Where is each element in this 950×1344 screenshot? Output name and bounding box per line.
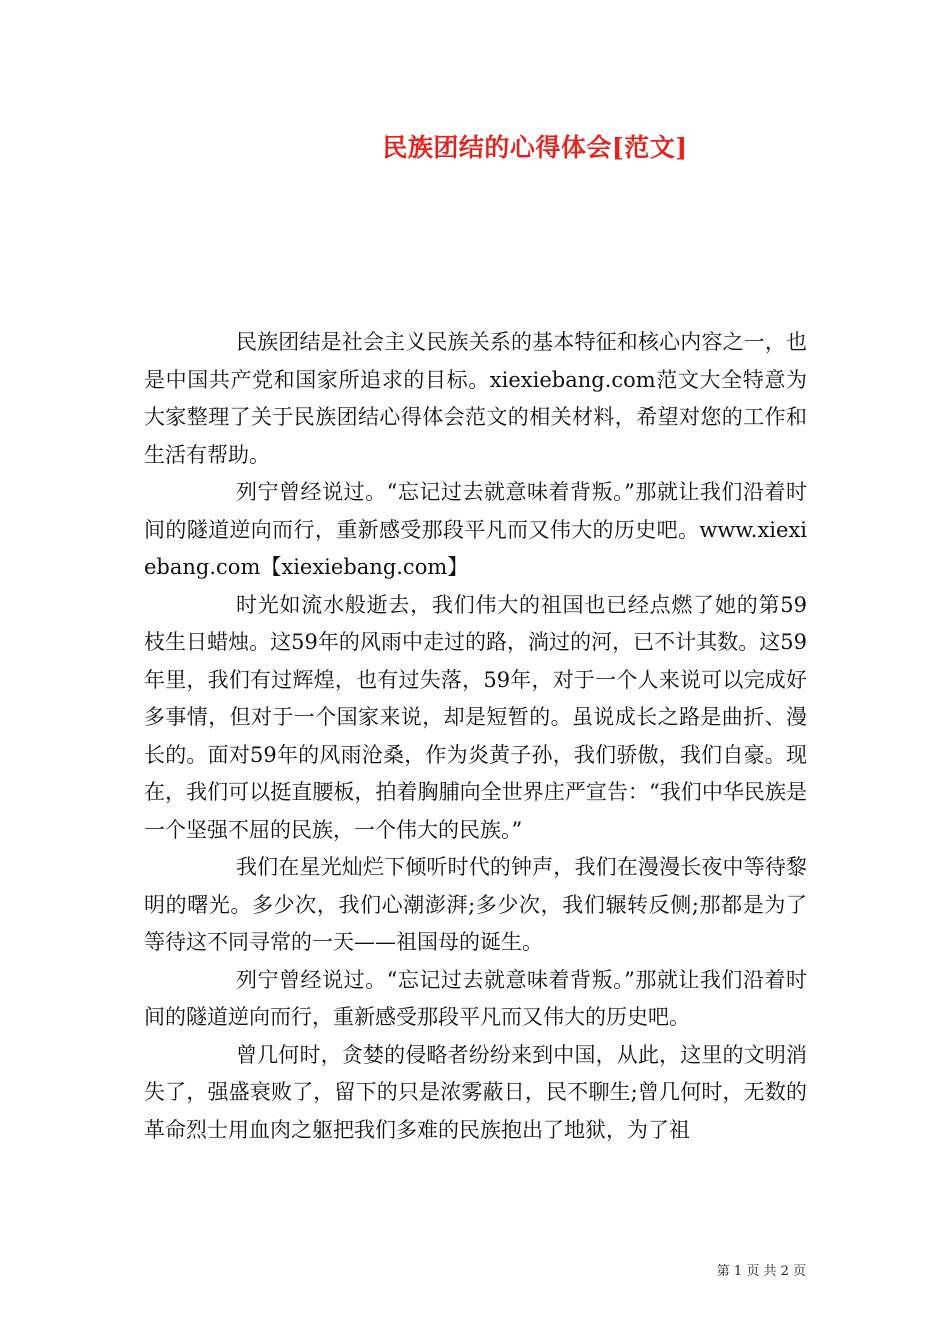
paragraph: 列宁曾经说过。“忘记过去就意味着背叛。”那就让我们沿着时间的隧道逆向而行，重新感受那段平凡而又伟大的历史吧。www.xiexiebang.com【xiexiebang.com】 bbox=[144, 480, 807, 579]
paragraph: 曾几何时，贪婪的侵略者纷纷来到中国，从此，这里的文明消失了，强盛衰败了，留下的只是浓雾蔽日，民不聊生;曾几何时，无数的革命烈士用血肉之躯把我们多难的民族抱出了地狱，为了祖 bbox=[144, 1042, 807, 1142]
paragraph: 我们在星光灿烂下倾听时代的钟声，我们在漫漫长夜中等待黎明的曙光。多少次，我们心潮澎湃;多少次，我们辗转反侧;那都是为了等待这不同寻常的一天——祖国母的诞生。 bbox=[144, 855, 807, 954]
document-title: 民族团结的心得体会[范文] bbox=[382, 133, 688, 162]
paragraph: 时光如流水般逝去，我们伟大的祖国也已经点燃了她的第59枝生日蜡烛。这59年的风雨中走过的路，淌过的河，已不计其数。这59年里，我们有过辉煌，也有过失落，59年，对于一个人来说可以完成好多事情，但对于一个国家来说，却是短暂的。虽说成长之路是曲折、漫长的。面对59年的风雨沧桑，作为炎黄子孙，我们骄傲，我们自豪。现在，我们可以挺直腰板，拍着胸脯向全世界庄严宣告：“我们中华民族是一个坚强不屈的民族，一个伟大的民族。” bbox=[144, 592, 807, 842]
document-body bbox=[144, 324, 807, 1149]
page-number-footer: 第 1 页 共 2 页 bbox=[716, 1264, 806, 1279]
paragraph: 民族团结是社会主义民族关系的基本特征和核心内容之一，也是中国共产党和国家所追求的目标。xiexiebang.com范文大全特意为大家整理了关于民族团结心得体会范文的相关材料，希望对您的工作和生活有帮助。 bbox=[144, 330, 807, 467]
paragraph: 列宁曾经说过。“忘记过去就意味着背叛。”那就让我们沿着时间的隧道逆向而行，重新感受那段平凡而又伟大的历史吧。 bbox=[144, 967, 807, 1029]
